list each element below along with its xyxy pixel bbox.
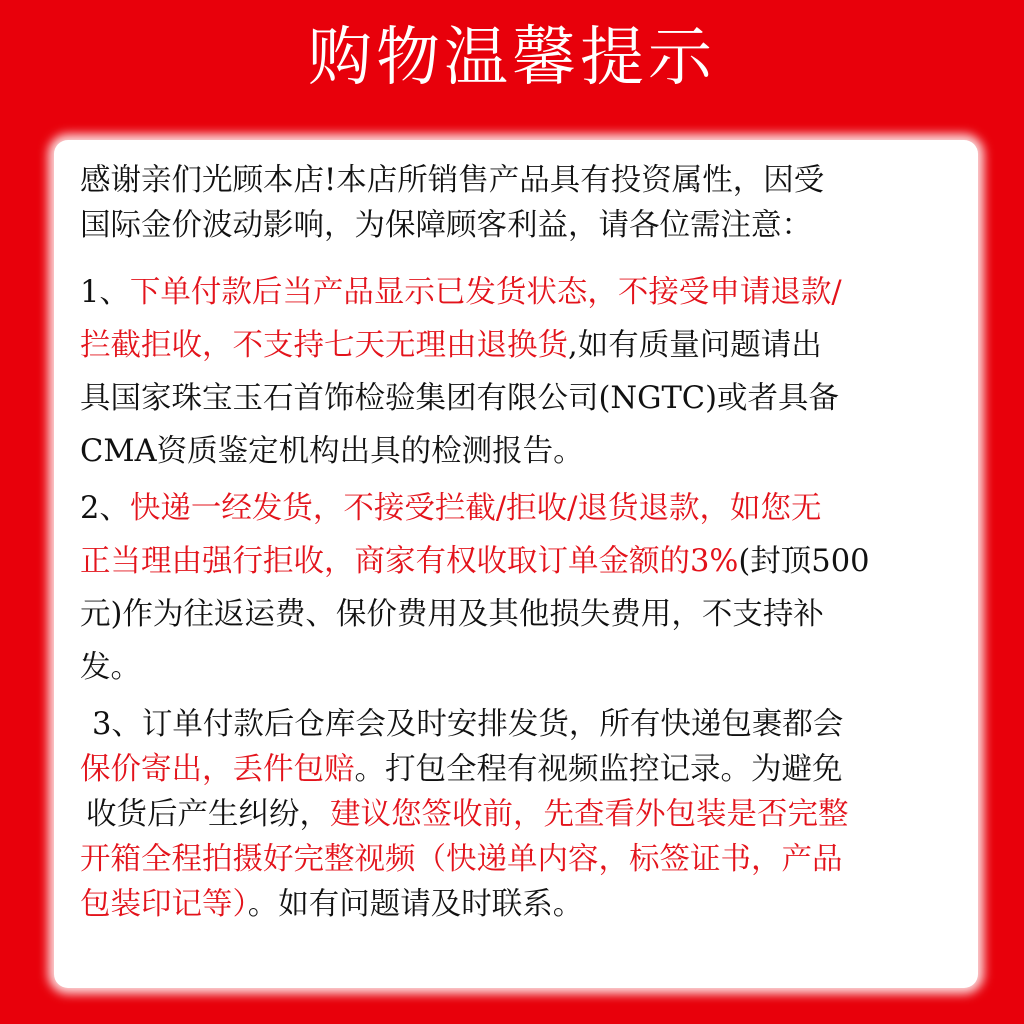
item2-red-text-1: 快递一经发货，不接受拦截/拒收/退货退款，如您无	[129, 491, 822, 526]
item3-line-1: 3、订单付款后仓库会及时安排发货，所有快递包裹都会	[92, 707, 844, 742]
item3-line-2	[80, 747, 956, 792]
item1-number: 1、	[80, 275, 130, 310]
item2-number: 2、	[80, 491, 130, 526]
item1-line-3: 具国家珠宝玉石首饰检验集团有限公司(NGTC)或者具备	[80, 381, 840, 416]
item2-line-3: 元)作为往返运费、保价费用及其他损失费用，不支持补	[80, 597, 824, 632]
item3-text-5: 。如有问题请及时联系。	[247, 887, 584, 922]
page-title: 购物温馨提示	[308, 21, 716, 95]
notice-item-3	[80, 702, 956, 927]
item1-line-2	[80, 323, 956, 368]
item3-red-text-3: 建议您签收前，先查看外包装是否完整	[330, 797, 849, 832]
item1-line-1	[80, 270, 956, 315]
item3-text-3: 收货后产生纠纷，	[86, 797, 330, 832]
item3-line-5	[80, 882, 956, 927]
item1-red-text-2: 拦截拒收，不支持七天无理由退换货	[80, 328, 568, 363]
item2-red-text-2: 正当理由强行拒收，商家有权收取订单金额的3%	[80, 544, 739, 579]
notice-card	[54, 140, 978, 988]
item1-red-text-1: 下单付款后当产品显示已发货状态，不接受申请退款/	[129, 275, 842, 310]
notice-item-1	[80, 270, 956, 474]
item2-line-4: 发。	[80, 650, 141, 685]
item3-line-3	[80, 792, 956, 837]
intro-paragraph	[80, 158, 956, 248]
item1-line-4: CMA资质鉴定机构出具的检测报告。	[80, 434, 584, 469]
item3-red-text-2: 保价寄出，丢件包赔	[80, 752, 355, 787]
item3-red-text-5: 包装印记等）	[80, 887, 248, 922]
item2-line-1	[80, 486, 956, 531]
intro-line-1: 感谢亲们光顾本店!本店所销售产品具有投资属性，因受	[80, 163, 825, 198]
item3-line-4: 开箱全程拍摄好完整视频（快递单内容，标签证书，产品	[80, 842, 843, 877]
item2-line-2	[80, 539, 956, 584]
notice-item-2	[80, 486, 956, 690]
item1-text-2: ,如有质量问题请出	[568, 328, 822, 363]
item2-text-2: (封顶500	[738, 544, 870, 579]
item3-text-2: 。打包全程有视频监控记录。为避免	[354, 752, 843, 787]
intro-line-2: 国际金价波动影响，为保障顾客利益，请各位需注意：	[80, 208, 812, 243]
